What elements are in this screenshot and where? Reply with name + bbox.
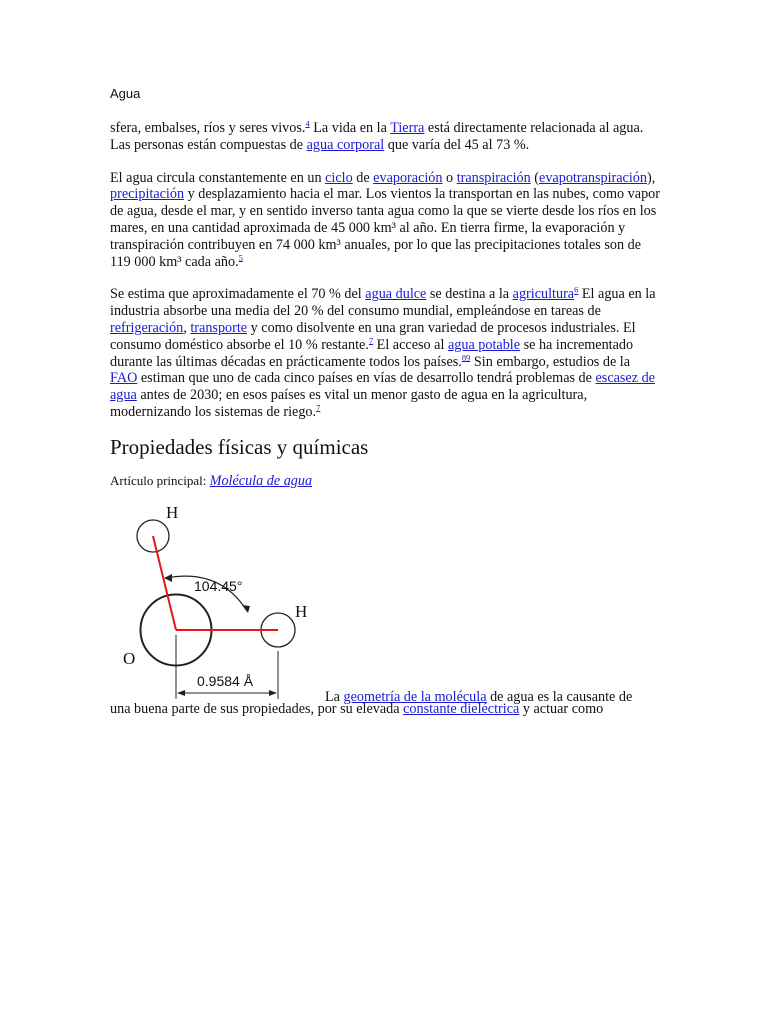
text: se destina a la — [426, 286, 513, 303]
link-transpiracion[interactable]: transpiración — [456, 169, 531, 186]
link-agua-potable[interactable]: agua potable — [447, 336, 521, 353]
main-article-label: Artículo principal: — [110, 472, 210, 488]
link-refrigeracion[interactable]: refrigeración — [110, 319, 184, 336]
dimension-arrow-left — [177, 690, 185, 696]
link-precipitacion[interactable]: precipitación — [110, 186, 185, 203]
text: y actuar como — [519, 701, 604, 718]
link-agricultura[interactable]: agricultura — [512, 286, 575, 303]
link-agua-corporal[interactable]: agua corporal — [306, 136, 385, 153]
text: antes de 2030; en esos países es vital un menor gasto de agua en la agricultura, modernizando los sistemas de riego. — [110, 387, 588, 420]
angle-label: 104.45° — [194, 578, 243, 595]
link-molecula-de-agua[interactable]: Molécula de agua — [209, 472, 313, 489]
text: ), — [646, 169, 656, 186]
h-right-label: H — [295, 602, 308, 622]
text: una buena parte de sus propiedades, por su elevada — [110, 701, 404, 718]
angle-arrow-head-right — [242, 605, 250, 613]
link-transporte[interactable]: transporte — [190, 319, 248, 336]
text: estiman que uno de cada cinco países en vías de desarrollo tendrá problemas de — [137, 370, 596, 387]
figure-caption-line-1 — [325, 689, 660, 706]
text: La — [325, 689, 344, 706]
text: de agua es la causante de — [486, 689, 633, 706]
water-molecule-figure-row — [110, 505, 660, 706]
angle-arrow-head-left — [164, 574, 172, 582]
text: ( — [530, 169, 540, 186]
link-fao[interactable]: FAO — [110, 370, 138, 387]
document-title: Agua — [110, 86, 141, 101]
text: El agua circula constantemente en un — [110, 169, 326, 186]
link-tierra[interactable]: Tierra — [390, 120, 425, 136]
o-label: O — [123, 649, 136, 669]
main-article-note — [110, 473, 660, 490]
reference-5 — [239, 252, 243, 262]
text: o — [442, 169, 457, 186]
text: Se estima que aproximadamente el 70 % del — [110, 286, 366, 303]
text: que varía del 45 al 73 %. — [384, 136, 530, 153]
link-evapotranspiracion[interactable]: evapotranspiración — [539, 169, 647, 186]
water-molecule-diagram — [110, 505, 325, 701]
reference-link[interactable]: 7 — [316, 402, 321, 413]
link-constante-dielectrica[interactable]: constante dieléctrica — [403, 701, 520, 718]
bond-top — [153, 536, 176, 630]
reference-link[interactable]: 7 — [368, 335, 374, 346]
text: se ha incrementado durante las últimas décadas en prácticamente todos los países. — [110, 336, 634, 370]
link-escasez-de-agua[interactable]: escasez de agua — [110, 370, 655, 404]
link-ciclo[interactable]: ciclo — [325, 169, 353, 186]
dimension-arrow-right — [269, 690, 277, 696]
link-evaporacion[interactable]: evaporación — [373, 169, 443, 186]
text: y desplazamiento hacia el mar. Los vientos la transportan en las nubes, como vapor de agua, desde el mar, y en sentido inverso tanta agua como la que se vierte desde los ríos en los mares, en una cantidad aproximada de 45 000 km³ al año. En tierra firme, la evaporación y transpiración contribuyen en 74 000 km³ anuales, por lo que las precipitaciones totales son de 119 000 km³ cada año. — [110, 186, 660, 270]
reference-link[interactable]: 5 — [238, 251, 243, 262]
reference-7b — [316, 402, 320, 412]
link-agua-dulce[interactable]: agua dulce — [365, 286, 427, 303]
text: Sin embargo, estudios de la — [470, 353, 631, 370]
text: El agua en la industria absorbe una media del 20 % del consumo mundial, empleándose en tareas de — [110, 286, 656, 320]
reference-link[interactable]: 6 — [574, 284, 579, 295]
text: La vida en la — [309, 120, 391, 136]
text: y como disolvente en una gran variedad de procesos industriales. El consumo doméstico absorbe el 10 % restante. — [110, 319, 636, 353]
h-top-label: H — [166, 505, 179, 523]
paragraph-3 — [110, 286, 660, 420]
article-body — [110, 120, 660, 734]
reference-link[interactable]: 89 — [461, 351, 471, 362]
section-heading: Propiedades físicas y químicas — [110, 434, 369, 459]
text: sfera, embalses, ríos y seres vivos. — [110, 120, 306, 136]
text: de — [352, 169, 374, 186]
paragraph-1 — [110, 120, 660, 154]
text: El acceso al — [373, 336, 448, 353]
bond-length-label: 0.9584 Å — [197, 673, 254, 690]
text: está directamente relacionada al agua. Las personas están compuestas de — [110, 120, 644, 153]
reference-link[interactable]: 4 — [305, 118, 310, 129]
link-geometria-de-la-molecula[interactable]: geometría de la molécula — [343, 689, 487, 706]
text: , — [183, 319, 191, 336]
paragraph-2 — [110, 170, 660, 271]
